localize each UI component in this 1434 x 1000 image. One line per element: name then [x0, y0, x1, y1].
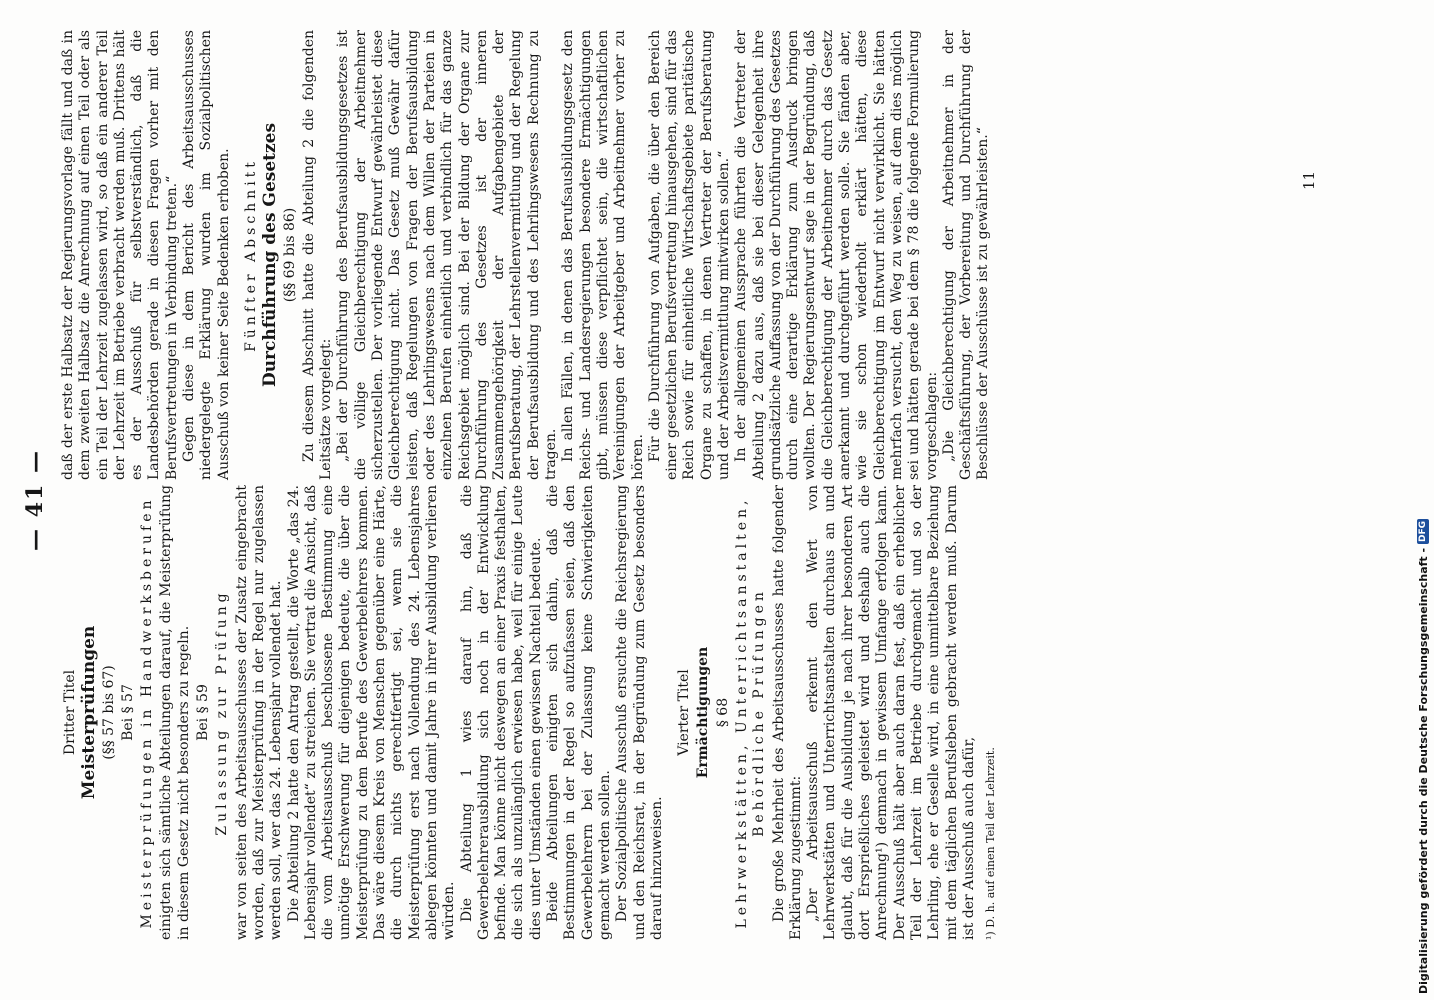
right-paragraph: Zu diesem Abschnitt hatte die Abteilung 2 die folgenden Leitsätze vorgelegt: — [300, 30, 335, 480]
right-paragraph: Für die Durchführung von Aufgaben, die über den Bereich einer gesetzlichen Berufsvertretung hinausgehen, sind für das Reich sowie für einheitliche Wirtschaftsgebiete paritätische Organe zu schaffen, in denen Vertreter der Berufsberatung und der Arbeitsvermittlung mitwirken sollen.“ — [646, 30, 732, 480]
left-paragraph: war von seiten des Arbeitsausschusses der Zusatz eingebracht worden, daß zur Meisterprüfung in der Regel nur zugelassen werden soll, wer das 24. Lebensjahr vollendet hat. — [233, 485, 285, 940]
left-par-68: § 68 — [714, 697, 731, 728]
left-paragraph: Die große Mehrheit des Arbeitsausschusses hatte folgender Erklärung zugestimmt: — [770, 485, 804, 940]
left-paragraph: einigten sich sämtliche Abteilungen darauf, die Meisterprüfung in diesem Gesetz nicht besonders zu regeln. — [158, 485, 192, 940]
signature-mark: 11 — [1300, 170, 1318, 190]
left-paragraph: „Der Arbeitsausschuß erkennt den Wert von Lehrwerkstätten und Unterrichtsanstalten durchaus an und glaubt, daß für die Ausbildung je nach ihrer besonderen Art dort Ersprießliches geleistet wird und deshalb auch die Anrechnung¹) demnach in gewissem Umfange erfolgen kann. Der Ausschuß hält aber auch daran fest, daß ein erheblicher Teil der Lehrzeit im Betriebe durchgemacht und so der Lehrling, ehe er Geselle wird, in eine unmittelbare Beziehung mit dem täglichen Berufsleben gebracht werden muß. Darum ist der Ausschuß auch dafür, — [805, 485, 977, 940]
footnote: ¹) D. h. auf einen Teil der Lehrzeit. — [984, 747, 998, 940]
right-paragraph: In der allgemeinen Aussprache führten die Vertreter der Abteilung 2 dazu aus, daß sie bei dieser Gelegenheit ihre grundsätzliche Auffassung von der Durchführung des Gesetzes durch eine derartige Erklärung zum Ausdruck bringen wollten. Der Regierungsentwurf sage in der Begründung, daß die Gleichberechtigung der Arbeitnehmer durch das Gesetz anerkannt und durchgeführt werden solle. Sie fänden aber, wie sie schon wiederholt erklärt hätten, diese Gleichberechtigung im Entwurf nicht verwirklicht. Sie hätten mehrfach versucht, den Weg zu weisen, auf dem dies möglich sei und hätten gerade bei dem § 78 die folgende Formulierung vorgeschlagen: — [733, 30, 940, 480]
left-paragraph: Beide Abteilungen einigten sich dahin, daß die Bestimmungen in der Regel so aufzufassen seien, daß den Gewerbelehrern bei der Zulassung keine Schwierigkeiten gemacht werden sollen. — [545, 485, 613, 940]
left-paragraph: Die Abteilung 1 wies darauf hin, daß die Gewerbelehrerausbildung sich noch in der Entwicklung befinde. Man könne nicht deswegen an einer Praxis festhalten, die sich als unzulänglich erwiesen habe, weil für einige Leute dies unter Umständen einen gewissen Nachteil bedeute. — [458, 485, 544, 940]
left-bei-59: Bei § 59 — [195, 684, 212, 741]
left-paragraph: Die Abteilung 2 hatte den Antrag gestellt, die Worte „das 24. Lebensjahr vollendet“ zu streichen. Sie vertrat die Ansicht, daß die vom Arbeitsausschuß beschlossene Bestimmung eine unnötige Erschwerung für diejenigen bedeute, die über die Meisterprüfung zu dem Berufe des Gewerbelehrers kommen. Das wäre diesem Kreis von Menschen gegenüber eine Härte, die durch nichts gerechtfertigt sei, wenn sie die Meisterprüfung erst nach Vollendung des 24. Lebensjahres ablegen könnten und damit Jahre in ihrer Ausbildung verlieren würden. — [285, 485, 458, 940]
left-heading-ermaechtigungen: Ermächtigungen — [695, 646, 712, 779]
left-sub-59: Zulassung zur Prüfung — [214, 589, 231, 836]
left-sub-57: Meisterprüfungen in Handwerksberufen — [139, 496, 156, 929]
page-number: — 41 — — [22, 449, 48, 551]
left-section-range: (§§ 57 bis 67) — [100, 665, 117, 760]
digitization-credit — [1412, 0, 1434, 1000]
right-column — [60, 30, 993, 480]
right-paragraph: „Die Gleichberechtigung der Arbeitnehmer in der Geschäftsführung, der Vorbereitung und Durchführung der Beschlüsse der Ausschüsse ist zu gewährleisten.“ — [940, 30, 992, 480]
right-paragraph: daß der erste Halbsatz der Regierungsvorlage fällt und daß in dem zweiten Halbsatz die Anrechnung auf einen Teil oder als ein Teil der Lehrzeit zugelassen wird, so daß ein anderer Teil der Lehrzeit im Betriebe verbracht werden muß. Drittens hält es der Ausschuß für selbstverständlich, daß die Landesbehörden gerade in diesen Fragen vorher mit den Berufsvertretungen in Verbindung treten.“ — [60, 30, 180, 480]
right-paragraph: Gegen diese in dem Bericht des Arbeitsausschusses niedergelegte Erklärung wurden im Sozialpolitischen Ausschuß von keiner Seite Bedenken erhoben. — [181, 30, 232, 480]
right-title-fuenfter-abschnitt: Fünfter Abschnitt — [242, 158, 259, 352]
right-paragraph: „Bei der Durchführung des Berufsausbildungsgesetzes ist die völlige Gleichberechtigung der Arbeitnehmer sicherzustellen. Der vorliegende Entwurf gewährleistet diese Gleichberechtigung nicht. Das Gesetz muß Gewähr dafür leisten, daß Regelungen von Fragen der Berufsausbildung oder des Lehrlingswesens nach dem Willen der Parteien in einzelnen Berufen einheitlich und verbindlich für das ganze Reichsgebiet möglich sind. Bei der Bildung der Organe zur Durchführung des Gesetzes ist der inneren Zusammengehörigkeit der Aufgabengebiete der Berufsberatung, der Lehrstellenvermittlung und der Regelung der Berufsausbildung und des Lehrlingswesens Rechnung zu tragen. — [335, 30, 560, 480]
right-paragraph: In allen Fällen, in denen das Berufsausbildungsgesetz den Reichs- und Landesregierungen besondere Ermächtigungen gibt, müssen diese verpflichtet sein, die wirtschaftlichen Vereinigungen der Arbeitgeber und Arbeitnehmer vorher zu hören. — [560, 30, 646, 480]
left-column — [60, 485, 999, 940]
left-heading-meisterpruefungen: Meisterprüfungen — [79, 625, 100, 800]
left-sub-68: Lehrwerkstätten, Unterrichtsanstalten, Behördliche Prüfungen — [733, 496, 768, 929]
left-paragraph: Der Sozialpolitische Ausschuß ersuchte die Reichsregierung und den Reichsrat, in der Begründung zum Gesetz besonders darauf hinzuweisen. — [614, 485, 665, 940]
left-bei-57: Bei § 57 — [119, 684, 136, 741]
left-title-dritter-titel: Dritter Titel — [62, 669, 78, 756]
dfg-logo: DFG — [1418, 520, 1428, 542]
credit-text: Digitalisierung gefördert durch die Deutsche Forschungsgemeinschaft - — [1416, 547, 1430, 994]
right-section-range: (§§ 69 bis 86) — [281, 207, 298, 303]
right-heading-durchfuehrung: Durchführung des Gesetzes — [260, 122, 281, 388]
left-title-vierter-titel: Vierter Titel — [676, 669, 693, 756]
